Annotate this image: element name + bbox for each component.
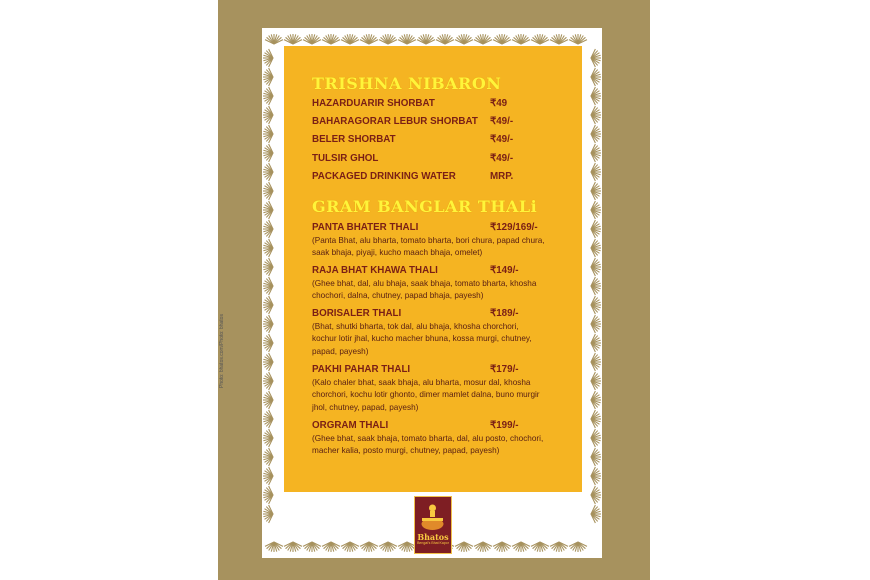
section-title: GRAM BANGLAR THALi xyxy=(312,197,538,216)
fan-ornament xyxy=(360,542,378,552)
menu-item-description: chorchori, kochu lotir ghonto, dimer mamlet dalna, buno murgir xyxy=(312,390,540,400)
fan-ornament xyxy=(303,34,321,44)
fan-ornament xyxy=(265,542,283,552)
fan-ornament xyxy=(591,315,601,333)
fan-ornament xyxy=(591,410,601,428)
fan-ornament xyxy=(591,182,601,200)
fan-ornament xyxy=(591,353,601,371)
menu-item-name: ORGRAM THALI xyxy=(312,420,389,431)
fan-ornament xyxy=(263,353,273,371)
fan-ornament xyxy=(591,334,601,352)
menu-item-price: ₹49/- xyxy=(490,152,514,164)
fan-ornament xyxy=(379,34,397,44)
menu-card xyxy=(218,0,650,580)
menu-item-description: (Panta Bhat, alu bharta, tomato bharta, bori chura, papad chura, xyxy=(312,236,545,245)
fan-ornament xyxy=(512,34,530,44)
menu-item-price: ₹149/- xyxy=(490,265,519,276)
menu-item-description: chochori, dalna, chutney, papad bhaja, payesh) xyxy=(312,291,484,301)
menu-item-description: macher kalia, posto murgi, chutney, papad, payesh) xyxy=(312,446,500,456)
menu-item-price: ₹129/169/- xyxy=(490,222,538,233)
menu-item-price: ₹49 xyxy=(490,98,508,109)
menu-item-name: TULSIR GHOL xyxy=(312,152,379,164)
menu-item-description: kochur lotir jhal, kucho macher bhuna, kossa murgi, chutney, xyxy=(312,334,532,344)
fan-ornament xyxy=(455,542,473,552)
fan-ornament xyxy=(263,391,273,409)
menu-item-name: RAJA BHAT KHAWA THALI xyxy=(312,265,438,276)
fan-ornament xyxy=(263,125,273,143)
fan-ornament xyxy=(417,34,435,44)
fan-ornament xyxy=(591,372,601,390)
fan-ornament xyxy=(591,144,601,162)
fan-ornament xyxy=(360,34,378,44)
fan-ornament xyxy=(493,542,511,552)
fan-ornament xyxy=(263,182,273,200)
fan-ornament xyxy=(436,34,454,44)
fan-ornament xyxy=(263,410,273,428)
fan-ornament xyxy=(591,87,601,105)
fan-ornament xyxy=(263,239,273,257)
menu-item-name: BORISALER THALI xyxy=(312,308,402,319)
fan-ornament xyxy=(398,34,416,44)
fan-ornament xyxy=(591,106,601,124)
fan-ornament xyxy=(263,163,273,181)
fan-ornament xyxy=(591,391,601,409)
fan-ornament xyxy=(263,296,273,314)
fan-ornament xyxy=(322,542,340,552)
fan-ornament xyxy=(284,34,302,44)
fan-ornament xyxy=(263,49,273,67)
menu-item-price: ₹49/- xyxy=(490,116,514,128)
menu-item-name: PANTA BHATER THALI xyxy=(312,222,419,233)
fan-ornament xyxy=(263,448,273,466)
fan-ornament xyxy=(591,448,601,466)
menu-item-name: HAZARDUARIR SHORBAT xyxy=(312,98,435,109)
fan-ornament xyxy=(263,144,273,162)
pot-icon xyxy=(415,499,450,533)
fan-ornament xyxy=(263,429,273,447)
fan-ornament xyxy=(550,542,568,552)
menu-item-name: BAHARAGORAR LEBUR SHORBAT xyxy=(312,116,478,128)
fan-ornament xyxy=(591,258,601,276)
fan-ornament xyxy=(591,239,601,257)
menu-panel xyxy=(284,46,582,492)
fan-ornament xyxy=(263,87,273,105)
fan-ornament xyxy=(263,68,273,86)
fan-ornament xyxy=(569,34,587,44)
fan-ornament xyxy=(379,542,397,552)
menu-item-price: ₹179/- xyxy=(490,364,519,375)
fan-ornament xyxy=(591,49,601,67)
fan-ornament xyxy=(512,542,530,552)
fan-ornament xyxy=(474,542,492,552)
bhatos-logo xyxy=(414,496,452,554)
fan-ornament xyxy=(591,201,601,219)
fan-ornament xyxy=(591,277,601,295)
fan-ornament xyxy=(591,296,601,314)
menu-item-description: jhol, chutney, papad, payesh) xyxy=(312,402,419,412)
fan-ornament xyxy=(591,429,601,447)
fan-ornament xyxy=(284,542,302,552)
fan-ornament xyxy=(455,34,473,44)
menu-item-price: MRP. xyxy=(490,170,514,182)
menu-item-name: PAKHI PAHAR THALI xyxy=(312,364,411,375)
fan-ornament xyxy=(591,220,601,238)
fan-ornament xyxy=(591,163,601,181)
logo-tagline: Bengal's Bhat Kapor xyxy=(417,541,449,545)
fan-ornament xyxy=(263,372,273,390)
menu-item-price: ₹199/- xyxy=(490,420,519,431)
fan-ornament xyxy=(263,334,273,352)
menu-item-price: ₹49/- xyxy=(490,134,514,146)
fan-ornament xyxy=(322,34,340,44)
menu-item-description: papad, payesh) xyxy=(312,346,369,356)
menu-item-description: saak bhaja, piyaji, kucho maach bhaja, omelet) xyxy=(312,248,483,258)
menu-item-name: BELER SHORBAT xyxy=(312,134,396,146)
section-title: TRISHNA NIBARON xyxy=(312,74,502,93)
fan-ornament xyxy=(591,486,601,504)
fan-ornament xyxy=(263,467,273,485)
menu-item-description: (Kalo chaler bhat, saak bhaja, alu bharta, mosur dal, khosha xyxy=(312,378,531,387)
fan-ornament xyxy=(569,542,587,552)
menu-item-price: ₹189/- xyxy=(490,308,519,319)
fan-ornament xyxy=(550,34,568,44)
fan-ornament xyxy=(591,125,601,143)
fan-ornament xyxy=(531,542,549,552)
fan-ornament xyxy=(263,486,273,504)
fan-ornament xyxy=(591,505,601,523)
fan-ornament xyxy=(263,277,273,295)
fan-ornament xyxy=(474,34,492,44)
fan-ornament xyxy=(493,34,511,44)
menu-item-description: (Ghee bhat, saak bhaja, tomato bharta, dal, alu posto, chochori, xyxy=(312,434,544,443)
fan-ornament xyxy=(263,315,273,333)
fan-ornament xyxy=(531,34,549,44)
fan-ornament xyxy=(263,201,273,219)
fan-ornament xyxy=(341,542,359,552)
menu-item-name: PACKAGED DRINKING WATER xyxy=(312,170,456,182)
fan-ornament xyxy=(591,68,601,86)
fan-ornament xyxy=(265,34,283,44)
fan-ornament xyxy=(263,220,273,238)
fan-ornament xyxy=(263,106,273,124)
fan-ornament xyxy=(263,258,273,276)
fan-ornament xyxy=(591,467,601,485)
photo-credit: Photo: bhatos.com/Photo: bhatos xyxy=(219,314,225,388)
menu-item-description: (Ghee bhat, dal, alu bhaja, saak bhaja, tomato bharta, khosha xyxy=(312,279,537,288)
fan-ornament xyxy=(263,505,273,523)
fan-ornament xyxy=(303,542,321,552)
menu-item-description: (Bhat, shutki bharta, tok dal, alu bhaja, khosha chorchori, xyxy=(312,322,519,331)
logo-name: Bhatos xyxy=(417,532,449,542)
fan-ornament xyxy=(341,34,359,44)
